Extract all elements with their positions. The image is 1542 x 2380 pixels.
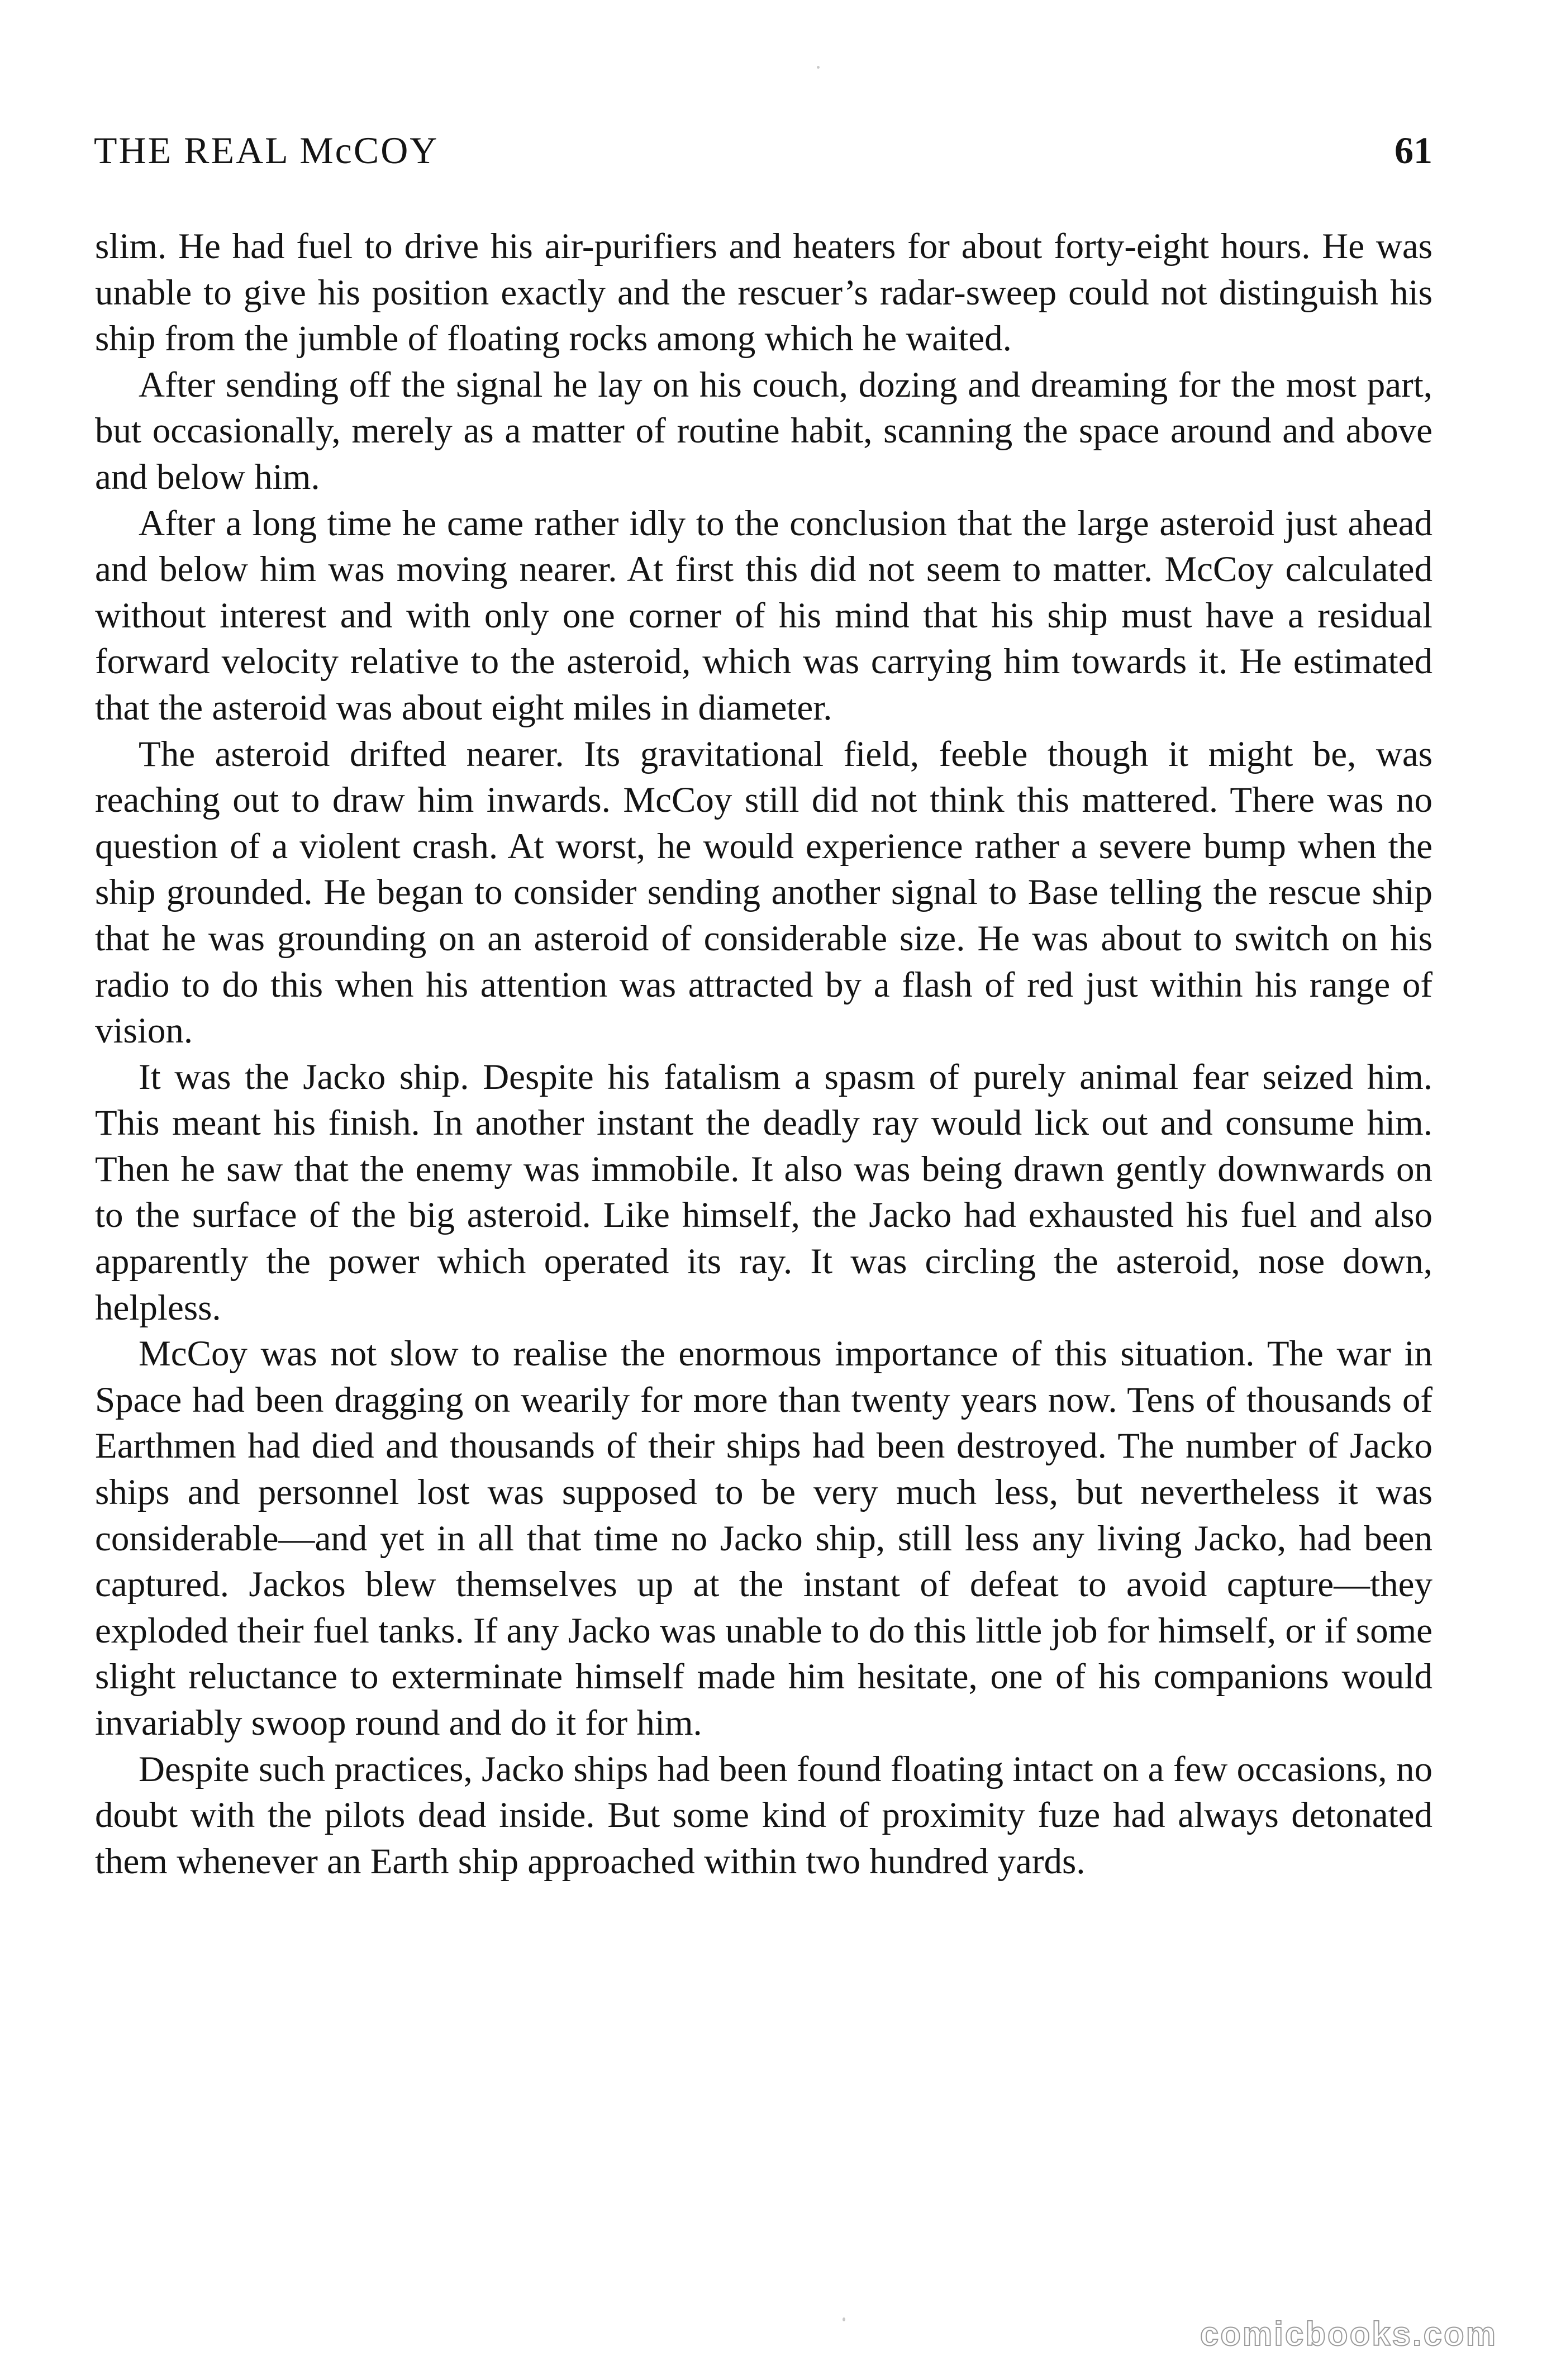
running-title: THE REAL McCOY (94, 129, 439, 172)
running-header (94, 128, 1432, 179)
paragraph: It was the Jacko ship. Despite his fatalism a spasm of purely animal fear seized him. This meant his finish. In another instant the deadly ray would lick out and consume him. Then he saw that the enemy was immobile. It also was being drawn gently downwards on to the surface of the big asteroid. Like himself, the Jacko had exhausted his fuel and also apparently the power which operated its ray. It was circling the asteroid, nose down, helpless. (95, 1056, 1432, 1328)
paragraph: McCoy was not slow to realise the enormous importance of this situation. The war in Space had been dragging on wearily for more than twenty years now. Tens of thousands of Earthmen had died and thousands of their ships had been destroyed. The number of Jacko ships and personnel lost was supposed to be very much less, but nevertheless it was considerable—and yet in all that time no Jacko ship, still less any living Jacko, had been captured. Jackos blew themselves up at the instant of defeat to avoid capture—they exploded their fuel tanks. If any Jacko was unable to do this little job for himself, or if some slight reluctance to exterminate himself made him hesitate, one of his companions would invariably swoop round and do it for him. (95, 1334, 1432, 1743)
body-text (95, 223, 1432, 1884)
paragraph: The asteroid drifted nearer. Its gravitational field, feeble though it might be, was reaching out to draw him inwards. McCoy still did not think this mattered. There was no question of a violent crash. At worst, he would experience rather a severe bump when the ship grounded. He began to consider sending another signal to Base telling the rescue ship that he was grounding on an asteroid of considerable size. He was about to switch on his radio to do this when his attention was attracted by a flash of red just within his range of vision. (95, 734, 1432, 1051)
paragraph: After sending off the signal he lay on his couch, dozing and dreaming for the most part, but occasionally, merely as a matter of routine habit, scanning the space around and above and below him. (95, 364, 1432, 497)
site-watermark: comicbooks.com (1200, 2315, 1497, 2353)
page-number: 61 (1395, 129, 1432, 172)
paragraph: Despite such practices, Jacko ships had been found floating intact on a few occasions, no doubt with the pilots dead inside. But some kind of proximity fuze had always detonated them whenever an Earth ship approached within two hundred yards. (95, 1749, 1432, 1882)
scan-speck (817, 66, 820, 69)
paragraph-continued: slim. He had fuel to drive his air-purifiers and heaters for about forty-eight hours. He was unable to give his position exactly and the rescuer’s radar-sweep could not distinguish his ship from the jumble of floating rocks among which he waited. (95, 226, 1432, 359)
paragraph: After a long time he came rather idly to the conclusion that the large asteroid just ahead and below him was moving nearer. At first this did not seem to matter. McCoy calculated without interest and with only one corner of his mind that his ship must have a residual forward velocity relative to the asteroid, which was carrying him towards it. He estimated that the asteroid was about eight miles in diameter. (95, 503, 1432, 728)
scan-speck (843, 2317, 845, 2321)
